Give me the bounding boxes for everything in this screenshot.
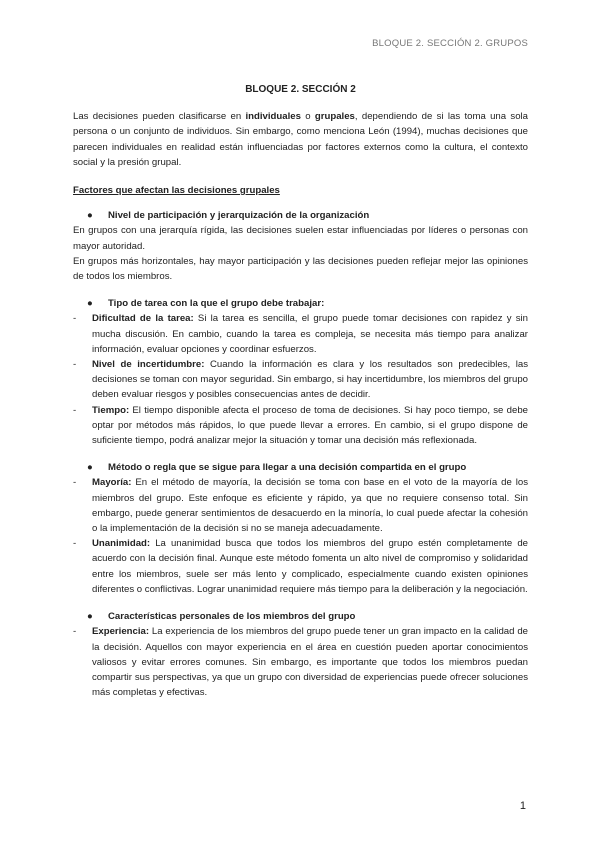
factor-title: Método o regla que se sigue para llegar a una decisión compartida en el grupo: [108, 462, 467, 474]
page-number: 1: [519, 800, 526, 812]
factor-title: Tipo de tarea con la que el grupo debe trabajar:: [108, 298, 325, 310]
page-content: [73, 82, 528, 712]
list-item: [73, 536, 528, 597]
factor-paragraph: En grupos con una jerarquía rígida, las decisiones suelen estar influenciadas por líderes o personas con mayor autoridad.: [73, 225, 528, 252]
document-title: BLOQUE 2. SECCIÓN 2: [245, 84, 356, 95]
intro-text-1: Las decisiones pueden clasificarse en: [73, 111, 246, 123]
factor-block-caracteristicas: [73, 609, 528, 700]
section-heading: Factores que afectan las decisiones grupales: [73, 185, 280, 197]
factor-title: Nivel de participación y jerarquización de la organización: [108, 210, 370, 222]
list-item: [73, 624, 528, 700]
item-text: En el método de mayoría, la decisión se toma con base en el voto de la mayoría de los miembros del grupo. Este enfoque es eficiente y rápido, ya que no requiere consenso total. Sin embargo, puede generar sentimientos de desacuerdo en la minoría, lo cual puede afectar la cohesión o la implementación de la decisión si no se maneja adecuadamente.: [92, 477, 528, 535]
dash-icon: -: [73, 359, 77, 371]
intro-bold-individuales: individuales: [245, 111, 301, 123]
dash-icon: -: [73, 313, 77, 325]
factor-block-metodo: [73, 460, 528, 597]
list-item: [73, 357, 528, 403]
dash-icon: -: [73, 477, 77, 489]
factor-heading: [73, 609, 528, 624]
dash-icon: -: [73, 404, 77, 416]
item-text: El tiempo disponible afecta el proceso de toma de decisiones. Si hay poco tiempo, se debe optar por métodos más rápidos, lo que puede llevar a errores. En cambio, si el grupo dispone de suficiente tiempo, podrá analizar mejor la situación y tomar una decisión más reflexionada.: [92, 404, 528, 447]
item-term: Experiencia:: [92, 626, 150, 638]
intro-text-3: , dependiendo de si las toma una sola persona o un conjunto de individuos. Sin embargo, como menciona León (1994), muchas decisiones que parecen individuales en realidad están influenciadas por factores externos como la cultura, el contexto social y la presión grupal.: [73, 111, 528, 168]
item-term: Nivel de incertidumbre:: [92, 359, 205, 371]
factor-paragraph: En grupos más horizontales, hay mayor participación y las decisiones pueden reflejar mejor las opiniones de todos los miembros.: [73, 255, 528, 283]
intro-bold-grupales: grupales: [314, 111, 355, 123]
factor-heading: [73, 208, 528, 223]
bullet-icon: ●: [87, 298, 93, 310]
bullet-icon: ●: [87, 210, 93, 222]
item-text: Cuando la información es clara y los resultados son predecibles, las decisiones se toman con mayor seguridad. Sin embargo, si hay incertidumbre, los miembros del grupo deben evaluar riesgos y posibles consecuencias antes de decidir.: [92, 359, 528, 401]
item-text: Si la tarea es sencilla, el grupo puede tomar decisiones con rapidez y sin mucha discusión. En cambio, cuando la tarea es compleja, se necesita más tiempo para analizar información, evaluar opciones y coordinar esfuerzos.: [92, 313, 528, 355]
factor-title: Características personales de los miembros del grupo: [108, 611, 356, 623]
item-text: La unanimidad busca que todos los miembros del grupo estén completamente de acuerdo con la decisión final. Aunque este método fomenta un alto nivel de compromiso y solidaridad entre los miembros, suele ser más lento y complicado, especialmente cuando existen opiniones diferentes o conflictivas. Lograr unanimidad requiere más tiempo para la deliberación y la negociación.: [92, 538, 528, 595]
item-term: Mayoría:: [92, 477, 132, 489]
item-term: Dificultad de la tarea:: [92, 313, 194, 325]
factor-block-tipo-tarea: [73, 296, 528, 448]
list-item: [73, 311, 528, 357]
intro-text-2: o: [300, 111, 315, 123]
bullet-icon: ●: [87, 611, 93, 623]
item-term: Unanimidad:: [92, 538, 151, 550]
bullet-icon: ●: [87, 462, 93, 474]
factor-block-participacion: [73, 208, 528, 284]
item-term: Tiempo:: [92, 404, 130, 416]
list-item: [73, 403, 528, 449]
running-header: BLOQUE 2. SECCIÓN 2. GRUPOS: [372, 38, 528, 49]
intro-paragraph: [73, 109, 528, 170]
item-text: La experiencia de los miembros del grupo puede tener un gran impacto en la calidad de la decisión. Aquellos con mayor experiencia en el área en cuestión pueden aportar conocimientos valiosos y evitar errores comunes. Sin embargo, es importante que todos los miembros puedan compartir sus perspectivas, ya que un grupo con diversidad de experiencias puede ofrecer soluciones más completas y efectivas.: [92, 626, 528, 699]
list-item: [73, 475, 528, 536]
dash-icon: -: [73, 538, 77, 550]
factor-heading: [73, 296, 528, 311]
dash-icon: -: [73, 626, 77, 638]
factor-heading: [73, 460, 528, 475]
